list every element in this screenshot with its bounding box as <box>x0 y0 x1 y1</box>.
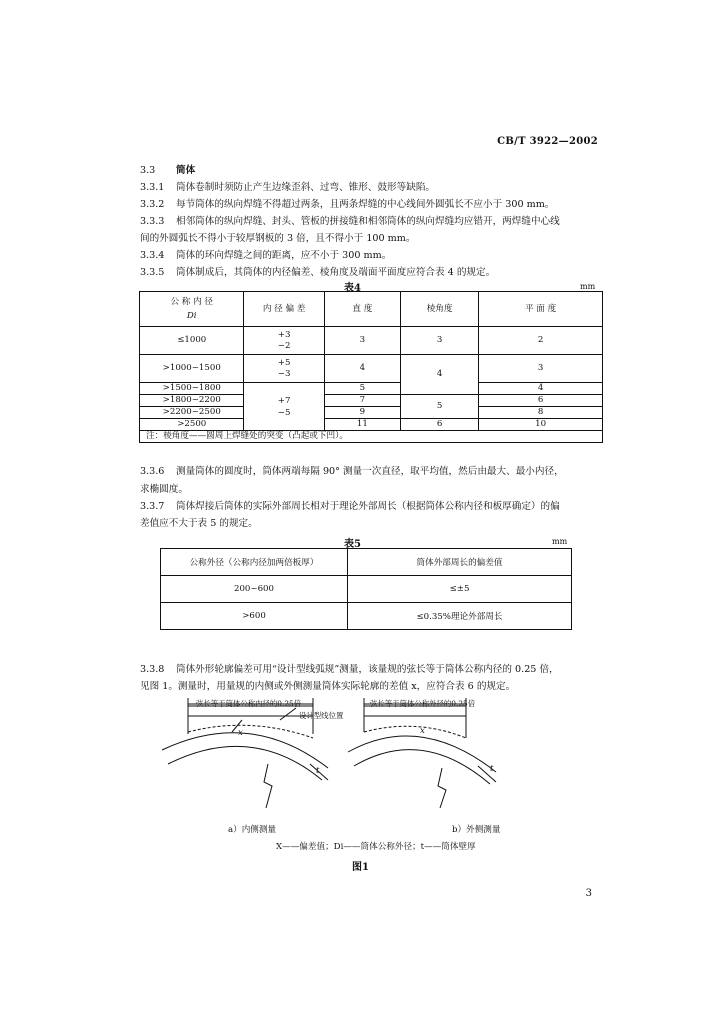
cell-straight: 4 <box>324 355 400 383</box>
cell-straight: 5 <box>324 383 400 395</box>
cell-dev <box>244 327 324 355</box>
clause-line <box>140 500 560 514</box>
clause-text: 筒体卷制时须防止产生边缘歪斜、过弯、锥形、鼓形等缺陷。 <box>176 182 436 193</box>
dev-top: +7 <box>277 395 291 406</box>
table-row <box>140 419 603 431</box>
cell-flat: 3 <box>479 355 603 383</box>
clause-text: 间的外圆弧长不得小于较厚钢板的 3 倍，且不得小于 100 mm。 <box>140 233 416 244</box>
col-header-di <box>140 292 244 327</box>
cell-angle: 3 <box>401 327 479 355</box>
table-row <box>161 576 572 603</box>
fig-legend: X——偏差值；Di——筒体公称外径；t——筒体壁厚 <box>276 842 476 852</box>
fig-left-dimension-label: 弦长等于筒体公称内径的0.25倍 <box>196 699 302 708</box>
clause-line <box>140 181 435 195</box>
fig-x-right: x <box>420 726 425 736</box>
cell-di: >1800~2200 <box>140 395 244 407</box>
table-note-row <box>140 431 603 443</box>
clause-text: 筒体制成后，其筒体的内径偏差、棱角度及端面平面度应符合表 4 的规定。 <box>176 267 496 278</box>
fig-x-left: x <box>238 728 243 738</box>
clause-line <box>140 517 258 531</box>
clause-line <box>140 232 415 246</box>
cell-dev <box>244 355 324 383</box>
cell-angle: 6 <box>401 419 479 431</box>
cell-straight: 7 <box>324 395 400 407</box>
cell-di: >2500 <box>140 419 244 431</box>
cell-flat: 8 <box>479 407 603 419</box>
clause-text: 相邻筒体的纵向焊缝、封头、管板的拼接缝和相邻筒体的纵向焊缝均应错开，两焊缝中心线 <box>176 216 560 227</box>
table-row <box>140 327 603 355</box>
cell-dev: ≤±5 <box>348 576 572 603</box>
table-5 <box>160 548 572 630</box>
table-row <box>140 407 603 419</box>
table5-unit: mm <box>552 537 568 546</box>
fig-caption: 图1 <box>352 862 369 873</box>
dev-top: +3 <box>277 329 291 340</box>
clause-num: 3.3.5 <box>140 267 165 278</box>
page-number: 3 <box>585 888 592 899</box>
table5-caption: 表5 <box>344 539 361 550</box>
shell-inner-arc <box>354 750 490 784</box>
table4-caption: 表4 <box>344 283 361 294</box>
clause-text: 筒体外形轮廓偏差可用“设计型线弧规”测量，该量规的弦长等于筒体公称内径的 0.25 倍， <box>176 664 559 675</box>
col-header-flat: 平 面 度 <box>479 292 603 327</box>
clause-line <box>140 198 554 212</box>
shell-inner-arc <box>168 746 322 780</box>
col-header-od: 公称外径（公称内径加两倍板厚） <box>161 549 348 576</box>
clause-num: 3.3.6 <box>140 466 165 477</box>
clause-text: 筒体的环向焊缝之间的距离，应不小于 300 mm。 <box>176 250 392 261</box>
cell-di: ≤1000 <box>140 327 244 355</box>
cell-di: >2200~2500 <box>140 407 244 419</box>
cell-flat: 2 <box>479 327 603 355</box>
cell-straight: 11 <box>324 419 400 431</box>
cell-dev-merged <box>244 383 324 431</box>
dev-bot: −5 <box>277 407 291 418</box>
dev-top: +5 <box>277 357 291 368</box>
clause-num: 3.3.1 <box>140 182 165 193</box>
section-title: 筒体 <box>176 165 196 176</box>
callout-leader <box>280 708 296 720</box>
cell-di: >1500~1800 <box>140 383 244 395</box>
shell-outer-arc <box>162 733 328 768</box>
table-row <box>140 395 603 407</box>
clause-text: 筒体焊接后筒体的实际外部周长相对于理论外部周长（根据筒体公称内径和板厚确定）的偏 <box>176 501 560 512</box>
break-line <box>438 768 446 808</box>
header-label: 公 称 内 径 <box>170 297 214 307</box>
doc-number: CB/T 3922—2002 <box>497 136 598 147</box>
cell-straight: 9 <box>324 407 400 419</box>
cell-flat: 4 <box>479 383 603 395</box>
clause-num: 3.3.8 <box>140 664 165 675</box>
clause-text: 每节筒体的纵向焊缝不得超过两条，且两条焊缝的中心线间外圆弧长不应小于 300 mm。 <box>176 199 555 210</box>
break-line <box>264 764 272 808</box>
header-sublabel: Di <box>186 311 197 321</box>
fig-right-dimension-label: 弦长等于筒体公称外径的0.25倍 <box>370 699 476 708</box>
dev-bot: −2 <box>277 340 291 351</box>
fig-subcaption-a: a）内侧测量 <box>228 825 277 835</box>
fig-t-left: t <box>316 766 320 776</box>
cell-di: >1000~1500 <box>140 355 244 383</box>
clause-line <box>140 215 560 229</box>
fig-left-callout: 设计型线位置 <box>299 711 344 720</box>
clause-line <box>140 483 188 497</box>
cell-flat: 6 <box>479 395 603 407</box>
cell-od: >600 <box>161 603 348 630</box>
col-header-dev: 筒体外部周长的偏差值 <box>348 549 572 576</box>
cell-od: 200~600 <box>161 576 348 603</box>
cell-straight: 3 <box>324 327 400 355</box>
clause-num: 3.3.4 <box>140 250 165 261</box>
col-header-straight: 直 度 <box>324 292 400 327</box>
cell-angle: 4 <box>401 355 479 395</box>
table-header-row <box>140 292 603 327</box>
cell-angle: 5 <box>401 395 479 419</box>
clause-line <box>140 266 495 280</box>
clause-num: 3.3.2 <box>140 199 165 210</box>
shell-outer-arc <box>348 736 496 772</box>
col-header-dev: 内 径 偏 差 <box>244 292 324 327</box>
fig-subcaption-b: b）外侧测量 <box>452 825 501 835</box>
clause-num: 3.3.7 <box>140 501 165 512</box>
fig-t-right: t <box>490 764 494 774</box>
table-note: 注：棱角度——圆周上焊缝处的突变（凸起或下凹）。 <box>140 431 603 443</box>
design-profile-arc <box>188 725 313 738</box>
table-4 <box>139 291 603 443</box>
clause-line <box>140 663 559 677</box>
table4-unit: mm <box>580 282 596 291</box>
table-row <box>140 383 603 395</box>
clause-text: 差值应不大于表 5 的规定。 <box>140 518 258 529</box>
clause-text: 测量筒体的圆度时，筒体两端每隔 90° 测量一次直径，取平均值，然后由最大、最小内径， <box>176 466 564 477</box>
section-heading <box>140 164 195 178</box>
figure-b-outer <box>348 698 496 808</box>
table-row <box>140 355 603 383</box>
dev-bot: −3 <box>277 368 291 379</box>
table-header-row <box>161 549 572 576</box>
clause-num: 3.3.3 <box>140 216 165 227</box>
clause-text: 求椭圆度。 <box>140 484 188 495</box>
clause-line <box>140 465 564 479</box>
col-header-angle: 棱角度 <box>401 292 479 327</box>
clause-text: 见图 1。测量时，用量规的内侧或外侧测量筒体实际轮廓的差值 x，应符合表 6 的规定。 <box>140 681 516 692</box>
table-row <box>161 603 572 630</box>
section-num: 3.3 <box>140 165 156 176</box>
cell-dev: ≤0.35%理论外部周长 <box>348 603 572 630</box>
clause-line <box>140 249 391 263</box>
cell-flat: 10 <box>479 419 603 431</box>
